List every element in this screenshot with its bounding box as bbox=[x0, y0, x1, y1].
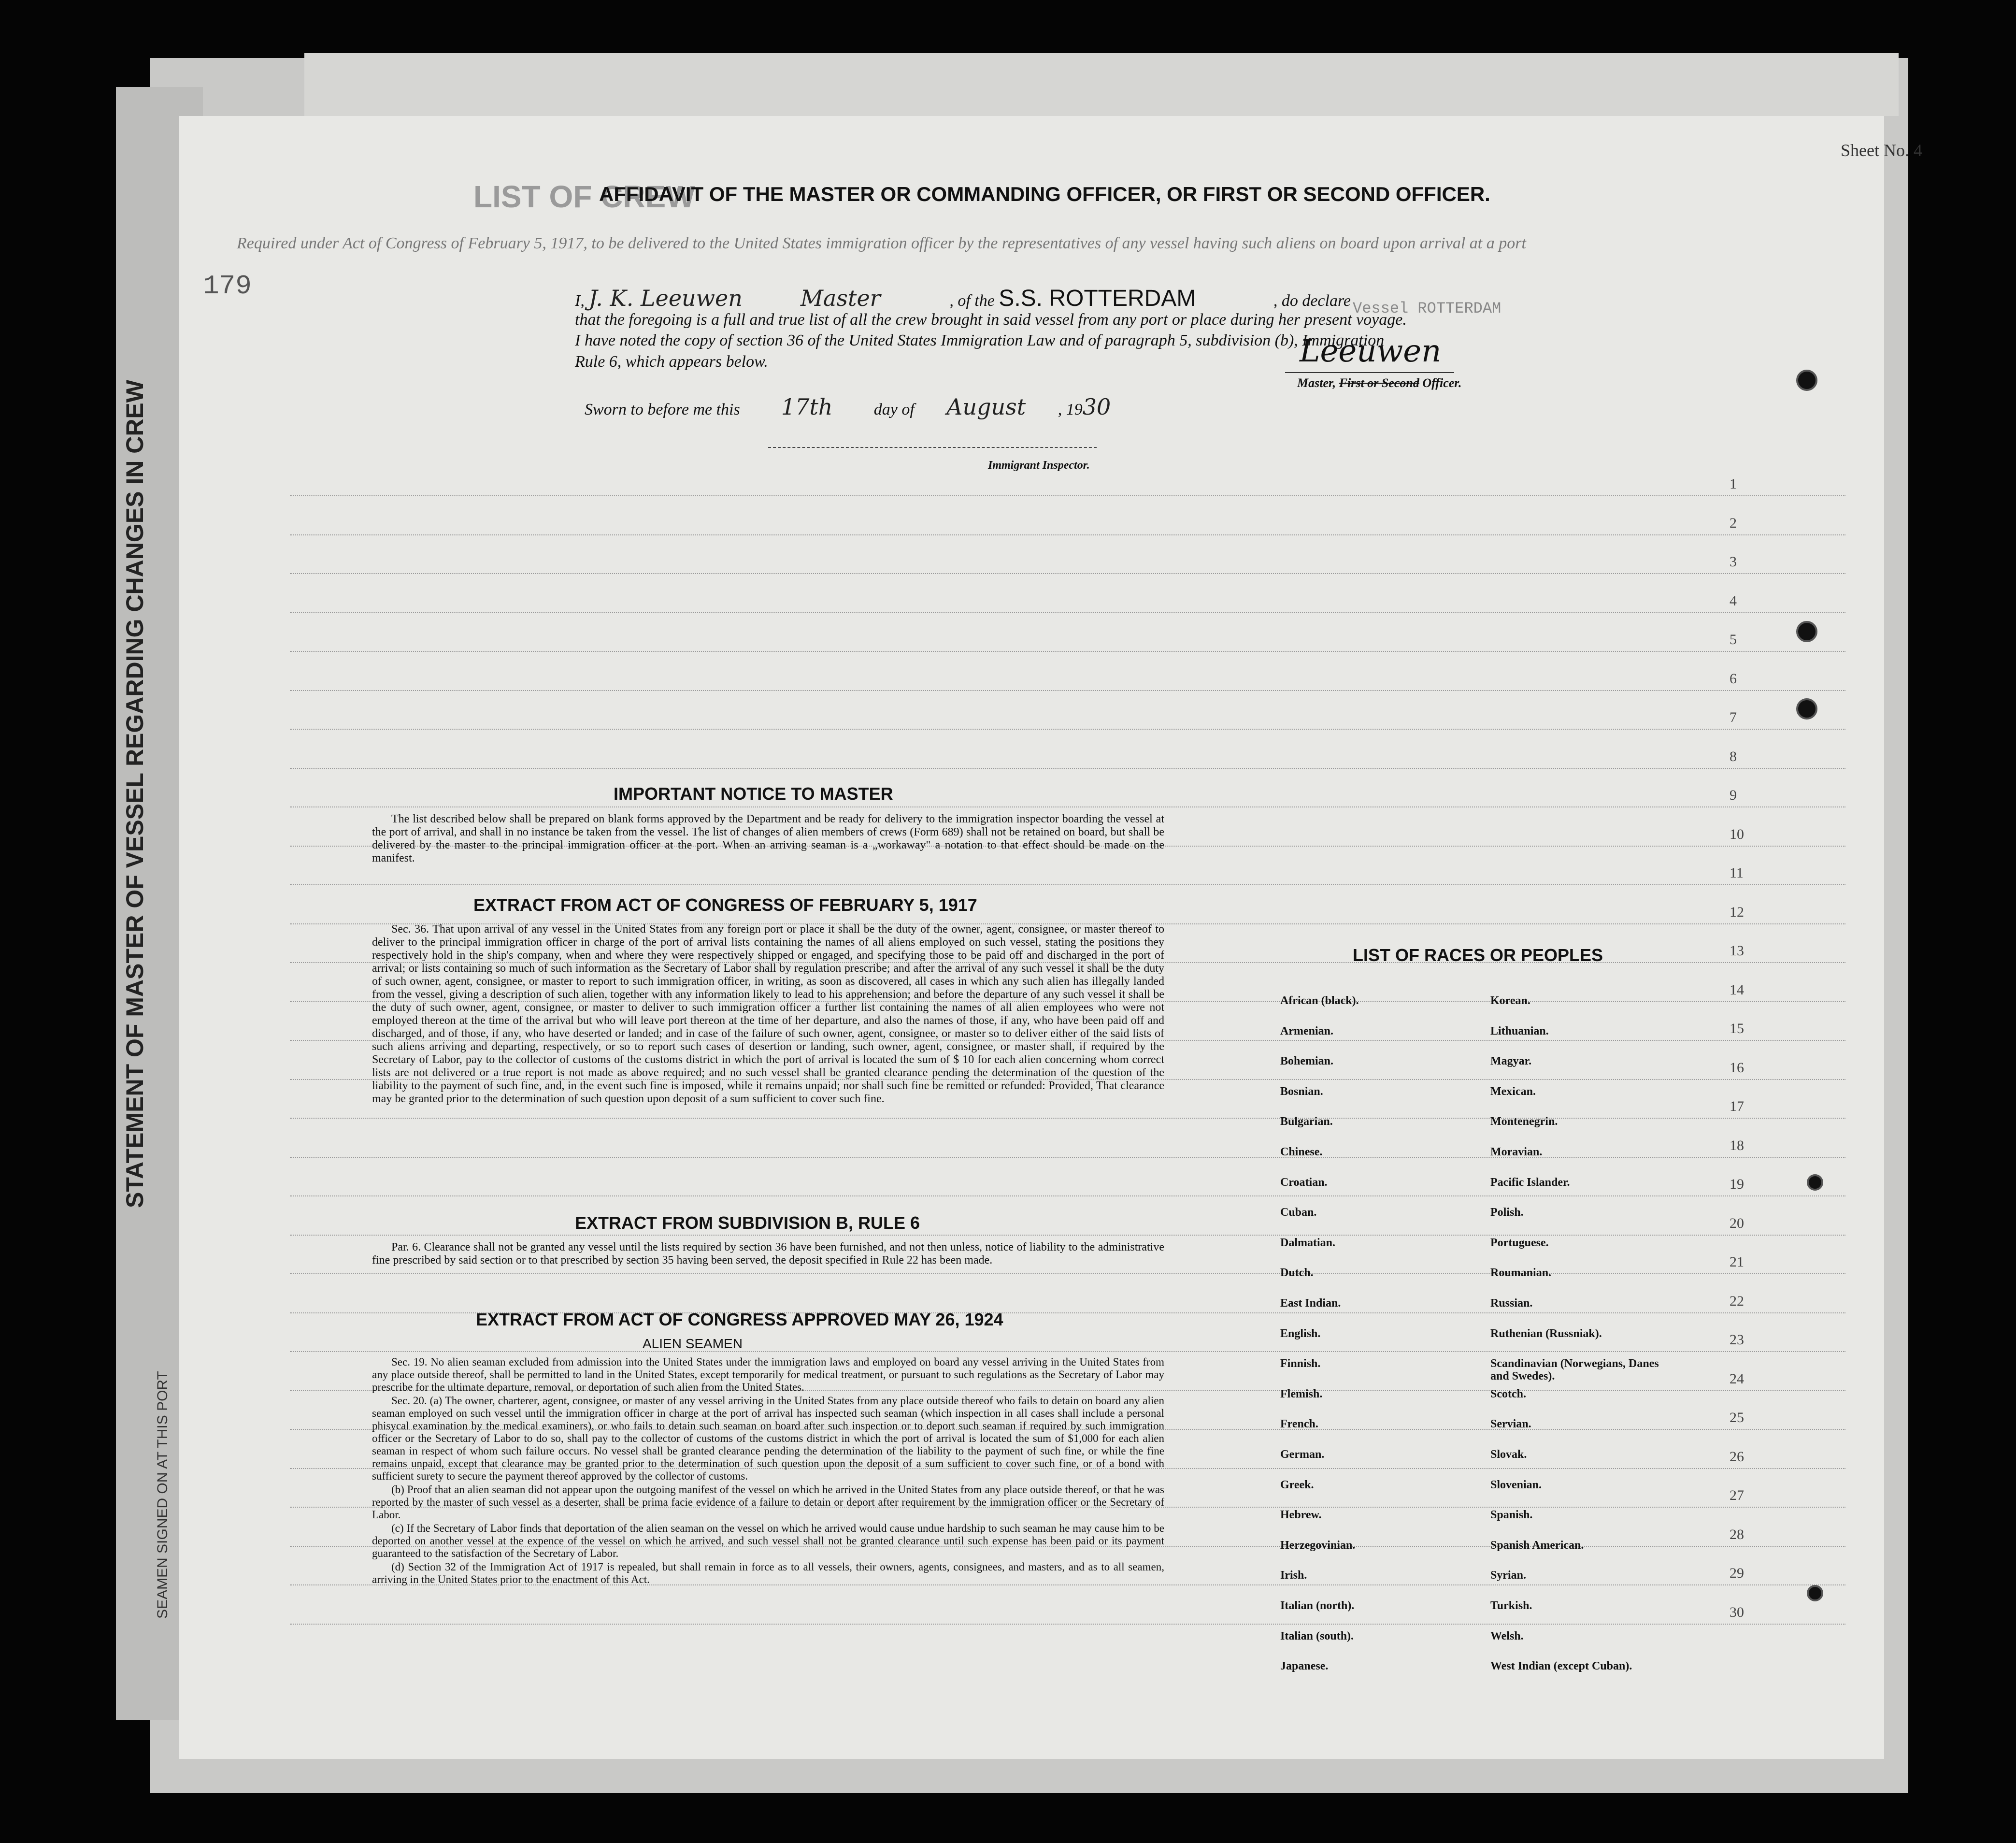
vessel-name: S.S. ROTTERDAM bbox=[999, 286, 1196, 311]
race-item: Chinese. bbox=[1280, 1146, 1323, 1158]
extract-1924-text bbox=[372, 1356, 1164, 1587]
row-line bbox=[290, 612, 1845, 613]
race-item: English. bbox=[1280, 1327, 1321, 1340]
race-item: Roumanian. bbox=[1490, 1267, 1552, 1280]
row-number: 26 bbox=[1730, 1448, 1744, 1465]
row-number: 11 bbox=[1730, 865, 1744, 881]
row-number: 1 bbox=[1730, 476, 1737, 492]
race-item: Dalmatian. bbox=[1280, 1236, 1335, 1249]
background-title: LIST OF CREW bbox=[473, 179, 695, 214]
margin-number: 179 bbox=[203, 271, 252, 302]
affidavit-title: AFFIDAVIT OF THE MASTER OR COMMANDING OFFICER, OR FIRST OR SECOND OFFICER. bbox=[599, 183, 1490, 205]
race-item: Bosnian. bbox=[1280, 1085, 1323, 1098]
caption-officer: Officer. bbox=[1422, 376, 1462, 390]
race-item: Korean. bbox=[1490, 994, 1530, 1007]
race-item: Bulgarian. bbox=[1280, 1115, 1333, 1128]
race-item: Lithuanian. bbox=[1490, 1024, 1549, 1037]
race-item: Finnish. bbox=[1280, 1357, 1321, 1370]
row-number: 18 bbox=[1730, 1137, 1744, 1153]
row-number: 27 bbox=[1730, 1487, 1744, 1503]
race-item: Scandinavian (Norwegians, Danes and Swedes). bbox=[1490, 1357, 1659, 1383]
row-number: 16 bbox=[1730, 1059, 1744, 1076]
row-number: 12 bbox=[1730, 904, 1744, 920]
extract-1917-text bbox=[372, 923, 1164, 1107]
race-item: Scotch. bbox=[1490, 1387, 1526, 1400]
punch-hole bbox=[1807, 1174, 1823, 1191]
race-item: Servian. bbox=[1490, 1418, 1531, 1431]
signature-caption bbox=[1297, 376, 1461, 390]
section-19-paragraph: Sec. 19. No alien seaman excluded from admission into the United States under the immigration laws and employed on board any vessel arriving in the United States from any place outside thereof, shall be permitted to land in the United States, except temporarily for medical treatment, or pursuant to such regulations as the Secretary of Labor may prescribe for the ultimate departure, removal, or deportation of such alien from the United States. bbox=[372, 1356, 1164, 1393]
row-line bbox=[290, 884, 1845, 885]
sworn-year-prefix: , 19 bbox=[1058, 401, 1083, 418]
race-item: Armenian. bbox=[1280, 1024, 1333, 1037]
affidavit-i: I, bbox=[575, 292, 585, 310]
punch-hole bbox=[1796, 621, 1817, 642]
affidavit-line-3: I have noted the copy of section 36 of the United States Immigration Law and of paragraph 5, subdivision (b), Immigration bbox=[575, 331, 1385, 349]
caption-struck: First or Second bbox=[1339, 376, 1419, 390]
row-number: 25 bbox=[1730, 1410, 1744, 1425]
affidavit-line-2: that the foregoing is a full and true list of all the crew brought in said vessel from any port or place during her present voyage. bbox=[575, 311, 1407, 329]
sheet-label: Sheet No. 4 bbox=[1841, 141, 1922, 160]
ghost-vessel: Vessel ROTTERDAM bbox=[1353, 300, 1501, 317]
sworn-month: August bbox=[946, 394, 1026, 420]
row-number: 4 bbox=[1730, 592, 1737, 609]
race-item: Polish. bbox=[1490, 1206, 1524, 1219]
race-item: Russian. bbox=[1490, 1297, 1533, 1310]
race-item: Pacific Islander. bbox=[1490, 1176, 1570, 1189]
race-item: Cuban. bbox=[1280, 1206, 1317, 1219]
row-number: 17 bbox=[1730, 1098, 1744, 1114]
race-item: Spanish American. bbox=[1490, 1539, 1584, 1552]
margin-strip-title: STATEMENT OF MASTER OF VESSEL REGARDING CHANGES IN CREW bbox=[121, 380, 148, 1208]
master-signature: Leeuwen bbox=[1300, 333, 1442, 369]
race-item: Portuguese. bbox=[1490, 1236, 1549, 1249]
punch-hole bbox=[1796, 370, 1817, 391]
row-number: 22 bbox=[1730, 1293, 1744, 1309]
row-line bbox=[290, 495, 1845, 496]
row-number: 15 bbox=[1730, 1021, 1744, 1037]
row-line bbox=[290, 651, 1845, 652]
row-line bbox=[290, 573, 1845, 574]
race-item: Mexican. bbox=[1490, 1085, 1536, 1098]
row-number: 24 bbox=[1730, 1370, 1744, 1387]
race-item: Hebrew. bbox=[1280, 1509, 1322, 1522]
sworn-day: 17th bbox=[781, 394, 833, 420]
row-number: 14 bbox=[1730, 981, 1744, 998]
race-item: French. bbox=[1280, 1418, 1318, 1431]
caption-master: Master, bbox=[1297, 376, 1336, 390]
row-number: 30 bbox=[1730, 1604, 1744, 1620]
extract-1917-heading: EXTRACT FROM ACT OF CONGRESS OF FEBRUARY 5, 1917 bbox=[473, 895, 977, 915]
row-line bbox=[290, 768, 1845, 769]
row-number: 21 bbox=[1730, 1254, 1744, 1270]
row-number: 5 bbox=[1730, 632, 1737, 648]
row-number: 8 bbox=[1730, 748, 1737, 764]
race-item: Spanish. bbox=[1490, 1509, 1533, 1522]
extract-1924-heading: EXTRACT FROM ACT OF CONGRESS APPROVED MAY 26, 1924 bbox=[476, 1310, 1003, 1329]
ghost-header: Required under Act of Congress of February 5, 1917, to be delivered to the United States immigration officer by the representatives of any vessel having such aliens on board upon arrival at a port bbox=[237, 234, 1526, 252]
punch-hole bbox=[1796, 698, 1817, 720]
section-36-paragraph: Sec. 36. That upon arrival of any vessel in the United States from any foreign port or place it shall be the duty of the owner, agent, consignee, or master thereof to deliver to the principal immigration officer in charge of the port of arrival lists containing the names of all aliens employed on such vessel, stating the positions they respectively hold in the ship's company, when and where they were respectively shipped or engaged, and specifying those to be paid off and discharged in the port of arrival; or lists containing so much of such information as the Secretary of Labor shall by regulation prescribe; and after the arrival of any such vessel it shall be the duty of such owner, agent, consignee, or master to report to such immigration officer, in writing, as soon as discovered, all cases in which any such alien has illegally landed from the vessel, giving a description of such alien, together with any information likely to lead to his apprehension; and before the departure of any such vessel it shall be the duty of such owner, agent, consignee, or master to deliver to such immigration officer a further list containing the names of all alien employees who were not employed thereon at the time of the arrival but who will leave port thereon at the time of her departure, and also the names of those, if any, who have been paid off and discharged, and of those, if any, who have deserted or landed; and in case of the failure of such owner, agent, consignee, or master so to deliver either of the said lists of such aliens arriving and departing, respectively, or so to report such cases of desertion or landing, such owner, agent, consignee, or master shall, if required by the Secretary of Labor, pay to the collector of customs of the customs district in which the port of arrival is located the sum of $ 10 for each alien concerning whom correct lists are not delivered or a true report is not made as above required; and no such vessel shall be granted clearance pending the determination of the question of the liability to the payment of such fine, and, in the event such fine is imposed, while it remains unpaid; nor shall such fine be remitted or refunded: Provided, That clearance may be granted prior to the determination of such question upon deposit of a sum sufficient to cover such fine. bbox=[372, 923, 1164, 1105]
race-item: Croatian. bbox=[1280, 1176, 1328, 1189]
race-item: Greek. bbox=[1280, 1478, 1314, 1491]
punch-hole bbox=[1807, 1585, 1823, 1601]
rule6-heading: EXTRACT FROM SUBDIVISION B, RULE 6 bbox=[575, 1213, 920, 1233]
row-line bbox=[290, 1273, 1845, 1274]
rule6-text bbox=[372, 1241, 1164, 1268]
notice-heading: IMPORTANT NOTICE TO MASTER bbox=[614, 784, 893, 804]
row-number: 10 bbox=[1730, 826, 1744, 842]
race-item: Turkish. bbox=[1490, 1599, 1532, 1612]
signature-line bbox=[1285, 372, 1454, 373]
row-line bbox=[290, 1351, 1845, 1352]
race-item: Dutch. bbox=[1280, 1267, 1314, 1280]
inspector-caption: Immigrant Inspector. bbox=[988, 459, 1090, 472]
race-item: Moravian. bbox=[1490, 1146, 1543, 1158]
section-20d-paragraph: (d) Section 32 of the Immigration Act of 1917 is repealed, but shall remain in force as to all vessels, their owners, agents, consignees, and masters, and as to all seamen, arriving in the United States prior to the enactment of this Act. bbox=[372, 1561, 1164, 1585]
row-line bbox=[290, 534, 1845, 535]
race-item: Slovenian. bbox=[1490, 1478, 1542, 1491]
affidavit-line-1 bbox=[575, 285, 1351, 312]
race-item: German. bbox=[1280, 1448, 1325, 1461]
row-number: 7 bbox=[1730, 709, 1737, 725]
margin-strip-caption: SEAMEN SIGNED ON AT THIS PORT bbox=[155, 1371, 171, 1619]
alien-seamen-subheading: ALIEN SEAMEN bbox=[643, 1336, 743, 1351]
row-number: 3 bbox=[1730, 554, 1737, 570]
race-item: Irish. bbox=[1280, 1569, 1307, 1582]
race-item: Magyar. bbox=[1490, 1055, 1532, 1068]
affidavit-line-4: Rule 6, which appears below. bbox=[575, 353, 768, 371]
races-heading: LIST OF RACES OR PEOPLES bbox=[1353, 945, 1603, 965]
race-item: Herzegovinian. bbox=[1280, 1539, 1356, 1552]
row-number: 20 bbox=[1730, 1215, 1744, 1231]
sworn-line bbox=[585, 394, 1111, 420]
row-number: 2 bbox=[1730, 515, 1737, 531]
race-item: Japanese. bbox=[1280, 1660, 1329, 1673]
section-20a-paragraph: Sec. 20. (a) The owner, charterer, agent, consignee, or master of any vessel arriving in the United States from any place outside thereof who fails to detain on board any alien seaman employed on such vessel until the immigration officer in charge at the port of arrival has inspected such seaman (which inspection in all cases shall include a personal phisycal examination by the medical examiners), or who fails to detain such seaman on board after such inspection or to deport such seaman if required by such immigration officer or the Secretary of Labor to do so, shall pay to the collector of customs of the customs district in which the port of arrival is located the sum of $1,000 for each alien seaman in respect of whom such failure occurs. No vessel shall be granted clearance pending the determination of the liability to the payment of such fine, or while the fine remains unpaid, except that clearance may be granted prior to the determination of such question upon the deposit of a sum sufficient to cover such fine, or of a bond with sufficient surety to secure the payment thereof approved by the collector of customs. bbox=[372, 1395, 1164, 1482]
row-number: 23 bbox=[1730, 1332, 1744, 1348]
race-item: Welsh. bbox=[1490, 1629, 1524, 1642]
master-name: J. K. Leeuwen bbox=[588, 285, 743, 311]
row-line bbox=[290, 1624, 1845, 1625]
race-item: Slovak. bbox=[1490, 1448, 1527, 1461]
race-item: West Indian (except Cuban). bbox=[1490, 1660, 1632, 1673]
race-item: East Indian. bbox=[1280, 1297, 1341, 1310]
notice-paragraph: The list described below shall be prepared on blank forms approved by the Department and be ready for delivery to the immigration inspector boarding the vessel at the port of arrival, and shall in no instance be taken from the vessel. The list of changes of alien members of crews (Form 689) shall not be retained on board, but shall be delivered by the master to the principal immigration officer at the port. When an arriving seaman is a „workaway" a notation to that effect should be made on the manifest. bbox=[372, 813, 1164, 864]
race-item: Ruthenian (Russniak). bbox=[1490, 1327, 1602, 1340]
row-line bbox=[290, 1157, 1845, 1158]
sworn-year: 30 bbox=[1082, 394, 1111, 420]
sworn-text: Sworn to before me this bbox=[585, 401, 740, 418]
row-line bbox=[290, 806, 1845, 807]
row-line bbox=[290, 1235, 1845, 1236]
sworn-day-of: day of bbox=[873, 401, 915, 418]
affidavit-of-the: , of the bbox=[949, 292, 995, 310]
race-item: Bohemian. bbox=[1280, 1055, 1334, 1068]
row-line bbox=[290, 1118, 1845, 1119]
row-number: 13 bbox=[1730, 943, 1744, 959]
affidavit-declare: , do declare bbox=[1273, 292, 1351, 310]
race-item: Flemish. bbox=[1280, 1387, 1323, 1400]
inspector-signature-line bbox=[768, 447, 1097, 448]
notice-text bbox=[372, 813, 1164, 866]
race-item: Italian (north). bbox=[1280, 1599, 1355, 1612]
background-sheet-top bbox=[304, 53, 1899, 116]
row-line bbox=[290, 1195, 1845, 1196]
section-20b-paragraph: (b) Proof that an alien seaman did not appear upon the outgoing manifest of the vessel on which he arrived in the United States from any place outside thereof, or that he was reported by the master of such vessel as a deserter, shall be prima facie evidence of a failure to detain or deport after requirement by the immigration officer or the Secretary of Labor. bbox=[372, 1483, 1164, 1521]
race-item: Italian (south). bbox=[1280, 1629, 1354, 1642]
row-number: 29 bbox=[1730, 1565, 1744, 1581]
row-line bbox=[290, 690, 1845, 691]
row-number: 19 bbox=[1730, 1176, 1744, 1192]
row-number: 6 bbox=[1730, 670, 1737, 687]
section-20c-paragraph: (c) If the Secretary of Labor finds that deportation of the alien seaman on the vessel on which he arrived would cause undue hardship to such seaman he may cause him to be deported on another vessel at the expence of the vessel on which he arrived, and such vessel shall not be granted clearance until such expense has been paid or its payment guaranteed to the satisfaction of the Secretary of Labor. bbox=[372, 1522, 1164, 1559]
race-item: Montenegrin. bbox=[1490, 1115, 1558, 1128]
row-number: 28 bbox=[1730, 1526, 1744, 1542]
master-rank: Master bbox=[800, 285, 881, 311]
race-item: African (black). bbox=[1280, 994, 1359, 1007]
row-number: 9 bbox=[1730, 787, 1737, 803]
rule6-paragraph: Par. 6. Clearance shall not be granted any vessel until the lists required by section 36 have been furnished, and not then unless, notice of liability to the administrative fine prescribed by said section or to that prescribed by section 35 having been served, the deposit specified in Rule 22 has been made. bbox=[372, 1241, 1164, 1267]
row-line bbox=[290, 729, 1845, 730]
race-item: Syrian. bbox=[1490, 1569, 1527, 1582]
